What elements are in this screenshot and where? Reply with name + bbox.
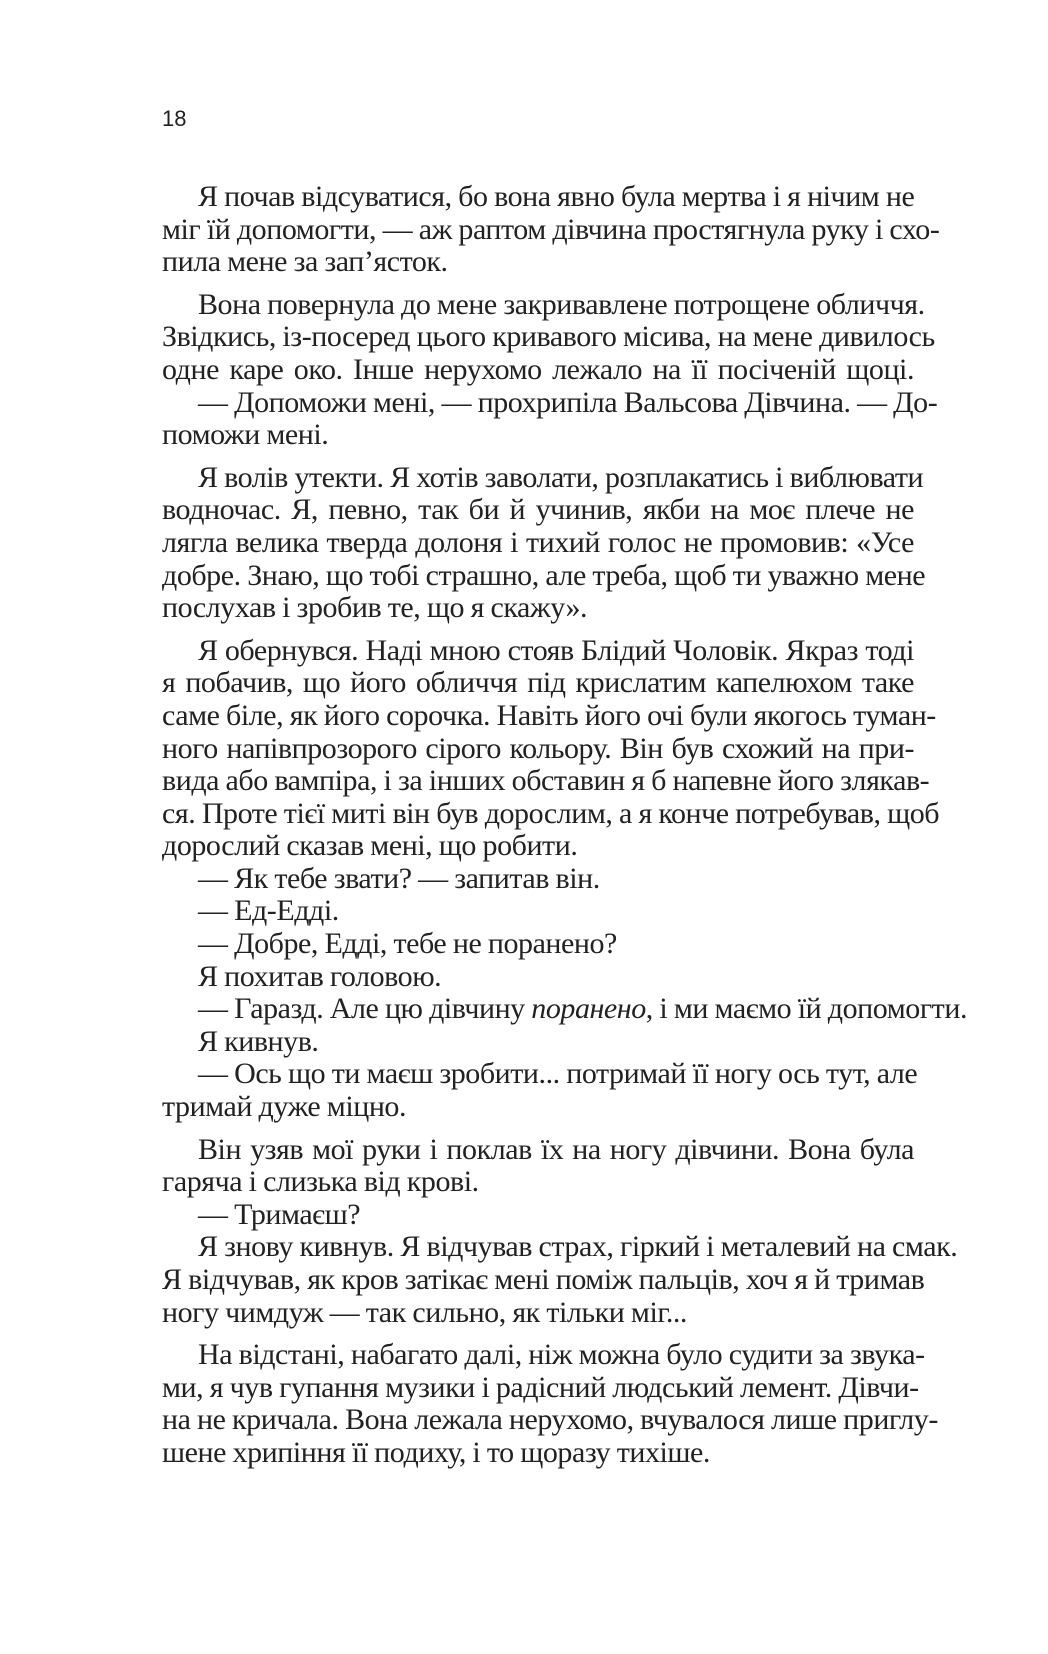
text-line: лягла велика тверда долоня і тихий голос не промовив: «Усе <box>162 525 914 559</box>
text-line: — Тримаєш? <box>198 1197 361 1231</box>
text-line: — Ось що ти маєш зробити... потримай її ногу ось тут, але <box>198 1057 918 1091</box>
text-line: Я обернувся. Наді мною стояв Блідий Чоловік. Якраз тоді <box>198 633 914 667</box>
text-line: шене хрипіння її подиху, і то щоразу тихіше. <box>162 1435 710 1469</box>
text-line: ногу чимдуж — так сильно, як тільки міг... <box>162 1295 687 1329</box>
text-line: Я волів утекти. Я хотів заволати, розплакатись і виблювати <box>198 460 924 494</box>
text-line: Я похитав головою. <box>198 959 442 993</box>
text-line: Звідкись, із-посеред цього кривавого місива, на мене дивилось <box>162 320 935 354</box>
text-line: добре. Знаю, що тобі страшно, але треба, щоб ти уважно мене <box>162 558 926 592</box>
emphasis: поранено <box>531 992 646 1026</box>
text-line: гаряча і слизька від крові. <box>162 1165 479 1199</box>
text-line: — Гаразд. Але цю дівчину поранено, і ми маємо їй допомогти. <box>198 992 968 1026</box>
text-line: одне каре око. Інше нерухомо лежало на її посіченій щоці. <box>162 352 914 386</box>
text-line: поможи мені. <box>162 418 329 452</box>
text-line: міг їй допомогти, — аж раптом дівчина простягнула руку і схо- <box>162 212 940 246</box>
text-line: Він узяв мої руки і поклав їх на ногу дівчини. Вона була <box>198 1132 914 1166</box>
text-line: саме біле, як його сорочка. Навіть його очі були якогось туман- <box>162 698 936 732</box>
text-line: ся. Проте тієї миті він був дорослим, а я конче потребував, щоб <box>162 796 940 830</box>
text-line: — Допоможи мені, — прохрипіла Вальсова Дівчина. — До- <box>198 385 938 419</box>
text-line: водночас. Я, певно, так би й учинив, якби на моє плече не <box>162 493 914 527</box>
text-line: ного напівпрозорого сірого кольору. Він був схожий на при- <box>162 731 914 765</box>
text-line: — Добре, Едді, тебе не поранено? <box>198 927 617 961</box>
text-line: — Ед-Едді. <box>198 894 339 928</box>
text-line: пила мене за зап’ясток. <box>162 245 448 279</box>
text-line: Вона повернула до мене закривавлене потрощене обличчя. <box>198 287 925 321</box>
text-line: Я відчував, як кров затікає мені поміж пальців, хоч я й тримав <box>162 1263 925 1296</box>
text-line: ми, я чув гупання музики і радісний людський лемент. Дівчи- <box>162 1370 919 1404</box>
text-line: послухав і зробив те, що я скажу». <box>162 591 588 625</box>
text-line: тримай дуже міцно. <box>162 1090 407 1124</box>
text-line: Я кивнув. <box>198 1024 319 1058</box>
text-line: дорослий сказав мені, що робити. <box>162 829 578 863</box>
page-number: 18 <box>162 106 187 131</box>
text-line: на не кричала. Вона лежала нерухомо, вчувалося лише приглу- <box>162 1403 938 1437</box>
text-line: На відстані, набагато далі, ніж можна було судити за звука- <box>198 1338 925 1372</box>
text-line: — Як тебе звати? — запитав він. <box>198 861 600 895</box>
text-line: я побачив, що його обличчя під крислатим капелюхом таке <box>162 666 914 700</box>
text-line: Я почав відсуватися, бо вона явно була мертва і я нічим не <box>198 180 915 213</box>
text-line: Я знову кивнув. Я відчував страх, гіркий і металевий на смак. <box>198 1230 958 1264</box>
body-text <box>162 180 968 1470</box>
text-line: вида або вампіра, і за інших обставин я б напевне його злякав- <box>162 764 930 798</box>
